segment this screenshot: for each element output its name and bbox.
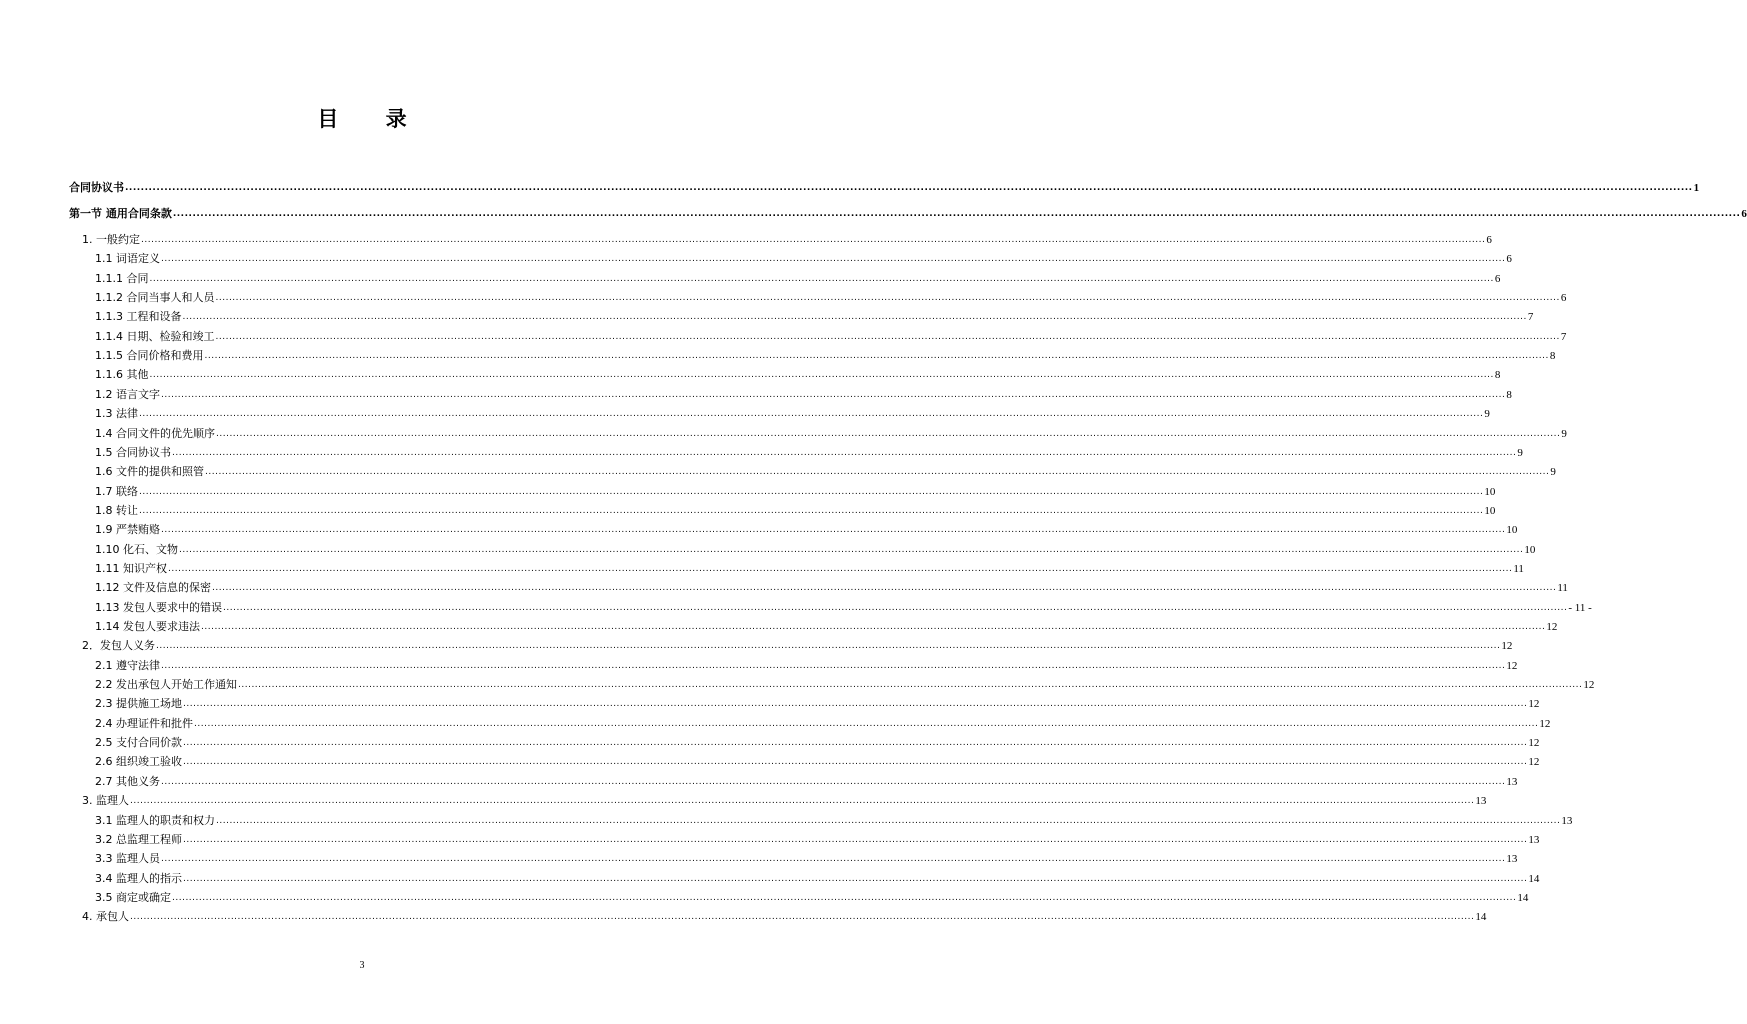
toc-entry-page: 12 xyxy=(1583,679,1595,691)
toc-entry[interactable] xyxy=(95,290,1567,306)
toc-entry-page: 7 xyxy=(1527,311,1534,323)
toc-entry[interactable] xyxy=(95,696,1540,712)
toc-entry-label: 2.2 发出承包人开始工作通知 xyxy=(95,678,237,691)
toc-leader-dots: ................................................................................................................................................................................................................................................................................................................................................................................................................ xyxy=(201,622,1546,632)
toc-entry-page: 10 xyxy=(1484,505,1496,517)
toc-entry[interactable] xyxy=(95,309,1534,325)
toc-entry-label: 第一节 通用合同条款 xyxy=(69,207,172,220)
toc-entry-page: - 11 - xyxy=(1568,602,1592,614)
toc-leader-dots: ................................................................................................................................................................................................................................................................................................................................................................................................................ xyxy=(223,603,1568,613)
toc-entry-page: 9 xyxy=(1484,408,1490,420)
toc-entry-label: 1.7 联络 xyxy=(95,485,138,498)
toc-entry[interactable] xyxy=(95,522,1518,538)
toc-entry-label: 1.2 语言文字 xyxy=(95,388,160,401)
toc-entry-label: 2.6 组织竣工验收 xyxy=(95,755,182,768)
toc-entry-page: 10 xyxy=(1524,544,1536,556)
toc-leader-dots: ................................................................................................................................................................................................................................................................................................................................................................................................................ xyxy=(182,312,1527,322)
toc-entry-page: 13 xyxy=(1506,776,1518,788)
toc-entry[interactable] xyxy=(95,658,1518,674)
toc-entry-label: 2.1 遵守法律 xyxy=(95,659,160,672)
toc-title: 目 录 xyxy=(317,107,427,131)
page-number: 3 xyxy=(359,960,365,971)
toc-leader-dots: ................................................................................................................................................................................................................................................................................................................................................................................................................ xyxy=(161,254,1506,264)
toc-entry[interactable] xyxy=(95,406,1490,422)
toc-entry[interactable] xyxy=(95,871,1540,887)
toc-entry-label: 1.1.4 日期、检验和竣工 xyxy=(95,330,215,343)
toc-entry-page: 9 xyxy=(1517,447,1523,459)
toc-entry[interactable] xyxy=(82,638,1513,654)
toc-entry[interactable] xyxy=(95,677,1595,693)
toc-entry-page: 6 xyxy=(1494,273,1501,285)
toc-entry-page: 13 xyxy=(1475,795,1487,807)
toc-entry-label: 1.1.5 合同价格和费用 xyxy=(95,349,204,362)
toc-entry-label: 1.1 词语定义 xyxy=(95,252,160,265)
toc-entry[interactable] xyxy=(95,426,1567,442)
toc-entry-page: 6 xyxy=(1486,234,1492,246)
toc-entry[interactable] xyxy=(69,206,1747,222)
toc-leader-dots: ................................................................................................................................................................................................................................................................................................................................................................................................................ xyxy=(139,506,1484,516)
toc-leader-dots: ................................................................................................................................................................................................................................................................................................................................................................................................................ xyxy=(161,854,1506,864)
toc-entry-page: 12 xyxy=(1528,737,1540,749)
toc-entry-label: 2.4 办理证件和批件 xyxy=(95,717,193,730)
toc-entry-label: 1.6 文件的提供和照管 xyxy=(95,465,204,478)
toc-entry-label: 3.5 商定或确定 xyxy=(95,891,171,904)
toc-entry[interactable] xyxy=(95,580,1568,596)
toc-entry[interactable] xyxy=(82,909,1487,925)
toc-entry[interactable] xyxy=(95,735,1540,751)
toc-entry-page: 12 xyxy=(1506,660,1518,672)
toc-entry-label: 1.1.1 合同 xyxy=(95,272,149,285)
toc-entry-page: 6 xyxy=(1741,208,1747,220)
toc-entry-page: 14 xyxy=(1475,911,1487,923)
toc-entry-page: 6 xyxy=(1506,253,1512,265)
toc-entry[interactable] xyxy=(95,503,1496,519)
toc-entry[interactable] xyxy=(95,813,1573,829)
toc-leader-dots: ................................................................................................................................................................................................................................................................................................................................................................................................................ xyxy=(204,351,1549,361)
toc-leader-dots: ................................................................................................................................................................................................................................................................................................................................................................................................................ xyxy=(161,390,1506,400)
toc-entry[interactable] xyxy=(95,600,1592,616)
toc-entry-label: 3.4 监理人的指示 xyxy=(95,872,182,885)
toc-entry-label: 2.7 其他义务 xyxy=(95,775,160,788)
toc-entry-label: 合同协议书 xyxy=(69,181,124,194)
toc-leader-dots: ................................................................................................................................................................................................................................................................................................................................................................................................................ xyxy=(149,274,1494,284)
toc-entry[interactable] xyxy=(69,180,1700,196)
toc-entry[interactable] xyxy=(95,851,1518,867)
toc-entry[interactable] xyxy=(95,484,1496,500)
toc-entry[interactable] xyxy=(82,793,1487,809)
toc-leader-dots: ................................................................................................................................................................................................................................................................................................................................................................................................................ xyxy=(141,235,1486,245)
toc-leader-dots: ................................................................................................................................................................................................................................................................................................................................................................................................................ xyxy=(161,525,1506,535)
toc-leader-dots: ................................................................................................................................................................................................................................................................................................................................................................................................................ xyxy=(161,661,1506,671)
toc-leader-dots: ................................................................................................................................................................................................................................................................................................................................................................................................................ xyxy=(216,816,1561,826)
toc-leader-dots: ................................................................................................................................................................................................................................................................................................................................................................................................................ xyxy=(194,719,1539,729)
toc-leader-dots: ................................................................................................................................................................................................................................................................................................................................................................................................................ xyxy=(212,583,1557,593)
toc-entry[interactable] xyxy=(95,754,1540,770)
toc-entry-page: 12 xyxy=(1539,718,1551,730)
toc-leader-dots: ................................................................................................................................................................................................................................................................................................................................................................................................................ xyxy=(149,370,1494,380)
toc-leader-dots: ................................................................................................................................................................................................................................................................................................................................................................................................................ xyxy=(172,209,1741,219)
toc-entry-label: 1.8 转让 xyxy=(95,504,138,517)
toc-entry-label: 3.2 总监理工程师 xyxy=(95,833,182,846)
toc-entry-label: 4. 承包人 xyxy=(82,910,129,923)
toc-entry-page: 13 xyxy=(1506,853,1518,865)
toc-entry-page: 12 xyxy=(1528,698,1540,710)
toc-entry[interactable] xyxy=(95,561,1524,577)
toc-leader-dots: ................................................................................................................................................................................................................................................................................................................................................................................................................ xyxy=(125,183,1693,193)
toc-entry-label: 1.12 文件及信息的保密 xyxy=(95,581,211,594)
toc-entry-page: 6 xyxy=(1560,292,1567,304)
toc-entry[interactable] xyxy=(95,445,1523,461)
toc-leader-dots: ................................................................................................................................................................................................................................................................................................................................................................................................................ xyxy=(172,893,1517,903)
toc-leader-dots: ................................................................................................................................................................................................................................................................................................................................................................................................................ xyxy=(179,545,1524,555)
toc-leader-dots: ................................................................................................................................................................................................................................................................................................................................................................................................................ xyxy=(183,699,1528,709)
toc-entry[interactable] xyxy=(95,774,1518,790)
toc-entry-page: 13 xyxy=(1528,834,1540,846)
toc-entry-label: 1.9 严禁贿赂 xyxy=(95,523,160,536)
toc-entry[interactable] xyxy=(95,329,1567,345)
toc-entry-page: 11 xyxy=(1513,563,1524,575)
toc-entry-label: 3.1 监理人的职责和权力 xyxy=(95,814,215,827)
toc-entry-label: 1.1.3 工程和设备 xyxy=(95,310,182,323)
toc-leader-dots: ................................................................................................................................................................................................................................................................................................................................................................................................................ xyxy=(215,293,1560,303)
toc-entry-label: 1.3 法律 xyxy=(95,407,138,420)
toc-leader-dots: ................................................................................................................................................................................................................................................................................................................................................................................................................ xyxy=(183,757,1528,767)
toc-entry-page: 13 xyxy=(1561,815,1573,827)
toc-entry-page: 10 xyxy=(1506,524,1518,536)
toc-entry[interactable] xyxy=(95,271,1501,287)
toc-entry-label: 3. 监理人 xyxy=(82,794,129,807)
toc-leader-dots: ................................................................................................................................................................................................................................................................................................................................................................................................................ xyxy=(183,874,1528,884)
toc-entry-label: 1.1.6 其他 xyxy=(95,368,149,381)
toc-entry[interactable] xyxy=(95,348,1556,364)
toc-entry-label: 1.4 合同文件的优先顺序 xyxy=(95,427,215,440)
toc-entry-page: 14 xyxy=(1528,873,1540,885)
toc-entry-page: 11 xyxy=(1557,582,1568,594)
toc-entry[interactable] xyxy=(82,232,1492,248)
toc-entry[interactable] xyxy=(95,832,1540,848)
toc-leader-dots: ................................................................................................................................................................................................................................................................................................................................................................................................................ xyxy=(139,409,1484,419)
toc-leader-dots: ................................................................................................................................................................................................................................................................................................................................................................................................................ xyxy=(130,912,1475,922)
toc-entry-label: 3.3 监理人员 xyxy=(95,852,160,865)
toc-leader-dots: ................................................................................................................................................................................................................................................................................................................................................................................................................ xyxy=(216,429,1561,439)
toc-entry-page: 9 xyxy=(1550,466,1556,478)
toc-entry[interactable] xyxy=(95,387,1512,403)
toc-leader-dots: ................................................................................................................................................................................................................................................................................................................................................................................................................ xyxy=(183,738,1528,748)
toc-entry-page: 10 xyxy=(1484,486,1496,498)
toc-entry-label: 2.3 提供施工场地 xyxy=(95,697,182,710)
toc-entry-label: 2．发包人义务 xyxy=(82,639,155,652)
toc-leader-dots: ................................................................................................................................................................................................................................................................................................................................................................................................................ xyxy=(183,835,1528,845)
toc-entry-label: 1. 一般约定 xyxy=(82,233,140,246)
toc-entry-label: 1.13 发包人要求中的错误 xyxy=(95,601,222,614)
toc-entry-label: 1.5 合同协议书 xyxy=(95,446,171,459)
toc-entry-label: 1.11 知识产权 xyxy=(95,562,167,575)
toc-entry-label: 1.1.2 合同当事人和人员 xyxy=(95,291,215,304)
toc-entry-label: 1.10 化石、文物 xyxy=(95,543,178,556)
toc-entry[interactable] xyxy=(95,890,1529,906)
toc-leader-dots: ................................................................................................................................................................................................................................................................................................................................................................................................................ xyxy=(161,777,1506,787)
toc-leader-dots: ................................................................................................................................................................................................................................................................................................................................................................................................................ xyxy=(130,796,1475,806)
toc-entry-page: 12 xyxy=(1501,640,1513,652)
toc-entry-page: 8 xyxy=(1494,369,1501,381)
toc-entry-page: 12 xyxy=(1546,621,1558,633)
toc-leader-dots: ................................................................................................................................................................................................................................................................................................................................................................................................................ xyxy=(156,641,1501,651)
toc-leader-dots: ................................................................................................................................................................................................................................................................................................................................................................................................................ xyxy=(205,467,1550,477)
toc-entry[interactable] xyxy=(95,716,1551,732)
toc-leader-dots: ................................................................................................................................................................................................................................................................................................................................................................................................................ xyxy=(139,487,1484,497)
toc-entry[interactable] xyxy=(95,251,1512,267)
toc-entry-page: 8 xyxy=(1549,350,1556,362)
toc-entry-label: 1.14 发包人要求违法 xyxy=(95,620,200,633)
toc-entry-page: 12 xyxy=(1528,756,1540,768)
toc-entry[interactable] xyxy=(95,619,1558,635)
toc-entry-page: 14 xyxy=(1517,892,1529,904)
toc-entry-page: 9 xyxy=(1561,428,1567,440)
toc-leader-dots: ................................................................................................................................................................................................................................................................................................................................................................................................................ xyxy=(172,448,1517,458)
toc-entry[interactable] xyxy=(95,464,1556,480)
toc-leader-dots: ................................................................................................................................................................................................................................................................................................................................................................................................................ xyxy=(215,332,1560,342)
toc-entry-page: 7 xyxy=(1560,331,1567,343)
toc-entry-label: 2.5 支付合同价款 xyxy=(95,736,182,749)
toc-entry[interactable] xyxy=(95,367,1501,383)
toc-entry-page: 8 xyxy=(1506,389,1512,401)
toc-leader-dots: ................................................................................................................................................................................................................................................................................................................................................................................................................ xyxy=(238,680,1583,690)
toc-entry[interactable] xyxy=(95,542,1536,558)
toc-entry-page: 1 xyxy=(1693,182,1700,194)
toc-leader-dots: ................................................................................................................................................................................................................................................................................................................................................................................................................ xyxy=(168,564,1513,574)
